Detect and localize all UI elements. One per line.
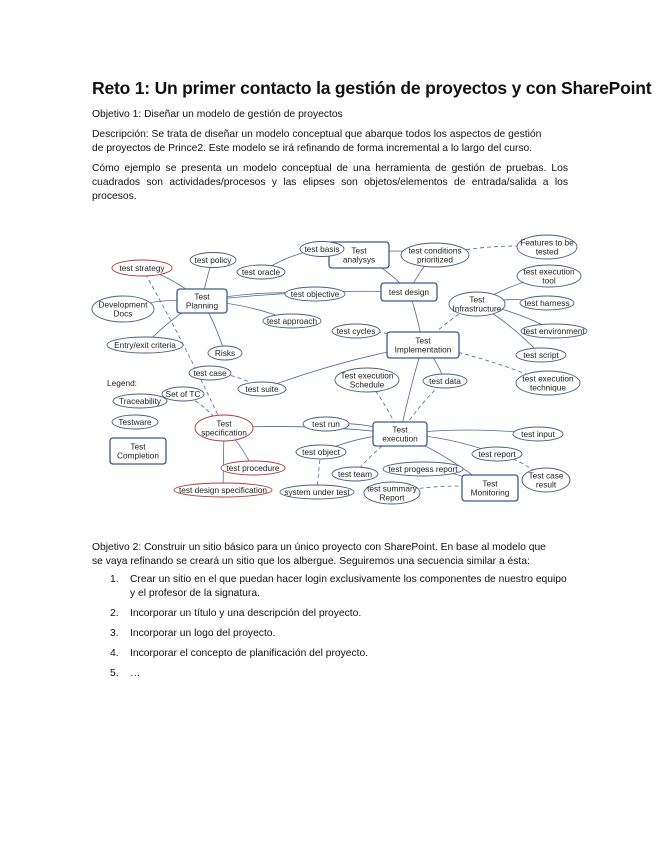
description-line-1: Descripción: Se trata de diseñar un modelo conceptual que abarque todos los aspectos de gestión — [92, 129, 542, 140]
test-harness-node — [520, 296, 574, 310]
page-title: Reto 1: Un primer contacto la gestión de proyectos y con SharePoint — [92, 78, 652, 98]
test-case-result-label: result — [535, 479, 557, 490]
features-to-be-tested-label: Features to be — [520, 237, 574, 248]
test-environment-label: test environment — [523, 326, 585, 336]
test-execution-tool-label: test execution — [523, 266, 575, 277]
list-item-number: 5. — [110, 668, 119, 679]
test-input-label: test input — [521, 429, 555, 439]
test-case-result-label: Test case — [528, 470, 564, 481]
test-execution-label: Test — [392, 424, 408, 435]
conceptual-model-diagram — [85, 228, 595, 513]
test-basis-label: test basis — [304, 244, 340, 254]
test-execution-schedule-label: Test execution — [340, 370, 394, 381]
test-cycles-node — [332, 324, 380, 338]
test-design-box — [381, 283, 437, 301]
objective-2-line-2: se vaya refinando se creará un sitio que los albergue. Seguiremos una secuencia similar a ésta: — [92, 556, 530, 567]
list-item — [110, 573, 570, 607]
test-monitoring-label: Monitoring — [470, 487, 510, 498]
test-summary-report-label: test summary — [367, 483, 417, 494]
diagram-nodes — [92, 235, 587, 504]
test-execution-schedule-label: Schedule — [349, 379, 385, 390]
test-execution-label: execution — [382, 433, 418, 444]
test-infrastructure-node — [449, 292, 505, 316]
legend-test-completion-label: Completion — [117, 450, 159, 461]
test-case-label: test case — [193, 368, 227, 378]
test-progress-report-node — [383, 462, 463, 476]
legend-title: Legend: — [107, 378, 137, 388]
steps-list — [110, 573, 570, 687]
test-progress-report-label: test progess report — [388, 464, 458, 474]
test-approach-label: test approach — [266, 316, 318, 326]
test-report-label: test report — [478, 449, 516, 459]
list-item-text: Crear un sitio en el que puedan hacer login exclusivamente los componentes de nuestro equipo y el profesor de la signatura. — [130, 574, 567, 599]
test-execution-tool-node — [517, 265, 581, 287]
list-item — [110, 647, 570, 667]
test-harness-label: test harness — [524, 298, 570, 308]
list-item-number: 1. — [110, 574, 119, 585]
test-script-node — [516, 348, 566, 362]
test-run-label: test run — [312, 419, 340, 429]
test-data-node — [423, 374, 467, 388]
development-docs-label: Docs — [113, 308, 133, 319]
risks-label: Risks — [214, 348, 236, 358]
test-monitoring-label: Test — [482, 478, 498, 489]
test-data-label: test data — [429, 376, 461, 386]
test-team-label: test team — [337, 469, 373, 479]
test-suite-label: test suite — [245, 384, 279, 394]
test-oracle-label: test oracle — [241, 267, 281, 277]
list-item-text: Incorporar el concepto de planificación del proyecto. — [130, 648, 369, 659]
test-design-specification-label: test design specification — [178, 485, 268, 495]
test-script-label: test script — [523, 350, 559, 360]
test-team-node — [332, 467, 378, 481]
test-execution-technique-label: test execution — [522, 373, 574, 384]
test-object-node — [296, 445, 346, 459]
test-conditions-label: prioritized — [417, 254, 453, 265]
set-of-tc-label: Set of TC — [165, 389, 201, 399]
test-execution-schedule-node — [335, 368, 399, 392]
test-suite-node — [238, 382, 286, 396]
test-infrastructure-label: Infrastructure — [452, 303, 502, 314]
test-report-node — [472, 447, 522, 461]
test-case-node — [189, 366, 231, 380]
legend-testware-node — [112, 415, 158, 429]
list-item-number: 3. — [110, 628, 119, 639]
test-monitoring-box — [462, 475, 518, 501]
test-objective-node — [285, 287, 345, 301]
list-item-text: Incorporar un logo del proyecto. — [130, 628, 276, 639]
test-execution-technique-node — [516, 371, 580, 395]
risks-node — [208, 346, 242, 360]
test-design-label: test design — [388, 287, 430, 297]
test-policy-node — [190, 253, 236, 268]
test-procedure-label: test procedure — [226, 463, 280, 473]
test-specification-node — [195, 415, 253, 441]
test-specification-label: Test — [216, 418, 232, 429]
test-summary-report-node — [364, 482, 420, 504]
features-to-be-tested-label: tested — [535, 246, 559, 257]
test-strategy-label: test strategy — [119, 263, 165, 273]
test-procedure-node — [221, 461, 285, 475]
legend-test-completion-box — [110, 438, 166, 464]
test-planning-box — [177, 289, 227, 313]
entry-exit-criteria-label: Entry/exit criteria — [114, 340, 176, 350]
development-docs-node — [92, 296, 154, 322]
list-item-text: … — [130, 668, 141, 679]
test-basis-node — [300, 242, 344, 257]
test-implementation-label: Test — [415, 335, 431, 346]
test-implementation-box — [387, 332, 459, 358]
legend-traceability-label: Traceability — [118, 396, 162, 406]
legend-traceability-node — [113, 394, 167, 408]
list-item — [110, 607, 570, 627]
objective-2-line-1: Objetivo 2: Construir un sitio básico para un único proyecto con SharePoint. En base al modelo que — [92, 542, 546, 553]
test-environment-node — [521, 324, 587, 338]
description-line-2: de proyectos de Prince2. Este modelo se irá refinando de forma incremental a lo largo del curso. — [92, 143, 533, 154]
entry-exit-criteria-node — [107, 337, 183, 353]
test-planning-label: Test — [194, 291, 210, 302]
test-cycles-label: test cycles — [336, 326, 376, 336]
list-item-text: Incorporar un título y una descripción del proyecto. — [130, 608, 362, 619]
test-case-result-node — [522, 468, 570, 492]
development-docs-label: Development — [98, 299, 148, 310]
test-strategy-node — [112, 260, 172, 276]
test-design-specification-node — [174, 483, 272, 497]
test-summary-report-label: Report — [379, 492, 405, 503]
test-oracle-node — [237, 265, 285, 279]
system-under-test-label: system under test — [284, 487, 350, 497]
test-execution-tool-label: tool — [542, 275, 556, 286]
test-input-node — [513, 427, 563, 441]
test-run-node — [303, 417, 349, 431]
example-paragraph: Cómo ejemplo se presenta un modelo conceptual de una herramienta de gestión de pruebas. Los cuadrados son actividades/procesos y las elipses son objetos/elementos de entrada/salida a los procesos. — [92, 163, 568, 203]
test-execution-box — [373, 422, 427, 446]
test-objective-label: test objective — [290, 289, 340, 299]
test-planning-label: Planning — [185, 300, 219, 311]
set-of-tc-node — [162, 387, 204, 401]
test-object-label: test object — [302, 447, 340, 457]
system-under-test-node — [280, 485, 354, 499]
list-item-number: 4. — [110, 648, 119, 659]
test-implementation-label: Implementation — [394, 344, 452, 355]
features-to-be-tested-node — [517, 235, 577, 259]
list-item — [110, 667, 570, 687]
test-conditions-label: test conditions — [408, 245, 462, 256]
test-analysis-label: Test — [351, 245, 367, 256]
test-execution-technique-label: technique — [530, 382, 566, 393]
legend-testware-label: Testware — [118, 417, 152, 427]
test-approach-node — [263, 314, 321, 328]
test-infrastructure-label: Test — [469, 294, 485, 305]
legend-test-completion-label: Test — [130, 441, 146, 452]
list-item-number: 2. — [110, 608, 119, 619]
test-conditions-node — [401, 243, 469, 267]
test-analysis-label: analysys — [342, 254, 376, 265]
test-specification-label: specification — [201, 427, 247, 438]
objective-1: Objetivo 1: Diseñar un modelo de gestión de proyectos — [92, 109, 343, 120]
list-item — [110, 627, 570, 647]
test-policy-label: test policy — [194, 255, 232, 265]
